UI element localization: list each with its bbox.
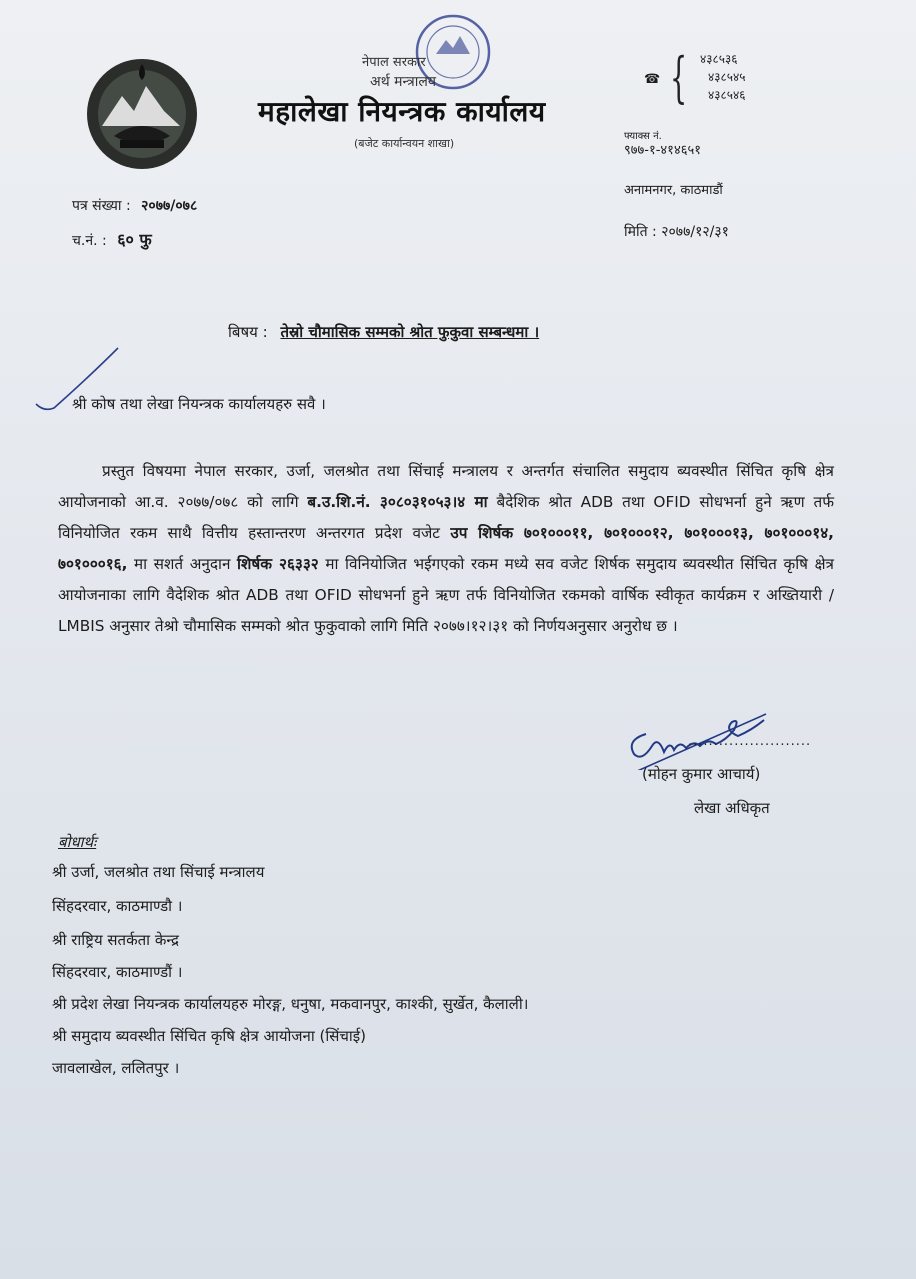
phone-3: ४३८५४६ xyxy=(708,88,746,102)
body-part-1: प्रस्तुत विषयमा नेपाल सरकार, उर्जा, जलश्रोत तथा सिंचाई मन्त्रालय र अन्तर्गत संचालित समुदाय ब्यवस्थीत सिंचित कृषि क्षेत्र आयोजनाको आ.व. २०७७/०७८ को लागि xyxy=(58,462,834,511)
fax-number: ९७७-१-४१४६५१ xyxy=(624,143,701,158)
office-address: अनामनगर, काठमाडौं xyxy=(624,183,723,198)
signatory-name: (मोहन कुमार आचार्य) xyxy=(642,765,761,783)
dispatch-number xyxy=(72,228,152,250)
cc-heading: बोधार्थः xyxy=(58,833,97,851)
recipient-line: श्री कोष तथा लेखा नियन्त्रक कार्यालयहरु सवै । xyxy=(72,395,326,413)
nepal-government-emblem-icon xyxy=(84,56,200,172)
body-bold-1: ब.उ.शि.नं. ३०८०३१०५३।४ मा xyxy=(307,493,488,511)
header-ministry: अर्थ मन्त्रालय xyxy=(370,74,436,90)
subject-line xyxy=(228,322,539,342)
cc-line: सिंहदरवार, काठमाण्डौं । xyxy=(52,963,183,981)
cc-line: श्री राष्ट्रिय सतर्कता केन्द्र xyxy=(52,931,179,949)
body-bold-2: उप शिर्षक ७०१०००११, ७०१०००१२, ७०१०००१३, ७०१०००१४, ७०१०००१६, xyxy=(58,524,834,573)
subject-text: तेस्रो चौमासिक सम्मको श्रोत फुकुवा सम्बन्धमा । xyxy=(280,323,540,341)
body-bold-3: शिर्षक २६३३२ xyxy=(237,555,319,573)
cc-line: श्री प्रदेश लेखा नियन्त्रक कार्यालयहरु मोरङ्ग, धनुषा, मकवानपुर, काश्की, सुर्खेत, कैलाली। xyxy=(52,995,529,1013)
phone-icon: ☎ xyxy=(644,72,661,87)
body-part-4: मा विनियोजित भईगएको रकम मध्ये सव वजेट शिर्षक समुदाय ब्यवस्थीत सिंचित कृषि क्षेत्र आयोजनाका लागि वैदेशिक श्रोत ADB तथा OFID सोधभर्ना हुने ऋण तर्फ विनियोजित रकमको वार्षिक स्वीकृत कार्यक्रम र अख्तियारी / LMBIS अनुसार तेश्रो चौमासिक सम्मको श्रोत फुकुवाको लागि मिति २०७७।१२।३१ को निर्णयअनुसार अनुरोध छ । xyxy=(58,555,834,635)
letter-number-value: २०७७/०७८ xyxy=(141,198,198,214)
date-label: मिति : xyxy=(624,224,657,240)
fax-label: फ्याक्स नं. xyxy=(624,131,662,142)
header-country: नेपाल सरकार xyxy=(362,55,426,70)
letter-number-label: पत्र संख्या : xyxy=(72,198,131,214)
dispatch-value: ६० फु xyxy=(117,230,152,249)
signature-dots: ........................ xyxy=(688,734,812,749)
cc-line: श्री उर्जा, जलश्रोत तथा सिंचाई मन्त्रालय xyxy=(52,863,265,881)
phone-numbers xyxy=(700,50,745,104)
office-title: महालेखा नियन्त्रक कार्यालय xyxy=(258,95,546,128)
subject-label: बिषय : xyxy=(228,323,268,341)
letter-number xyxy=(72,196,197,215)
body-part-2: बैदेशिक श्रोत ADB तथा OFID सोधभर्ना हुने ऋण तर्फ विनियोजित रकम साथै वित्तीय हस्तान्तरण अन्तरगत प्रदेश वजेट xyxy=(58,493,835,542)
signatory-title: लेखा अधिकृत xyxy=(694,799,770,817)
phone-1: ४३८५३६ xyxy=(700,52,738,66)
cc-line: सिंहदरवार, काठमाण्डौ । xyxy=(52,897,183,915)
office-subtitle: (बजेट कार्यान्वयन शाखा) xyxy=(354,137,455,150)
date-value: २०७७/१२/३१ xyxy=(661,224,729,240)
body-part-3: मा सशर्त अनुदान xyxy=(127,555,238,573)
dispatch-label: च.नं. : xyxy=(72,233,107,249)
cc-line: श्री समुदाय ब्यवस्थीत सिंचित कृषि क्षेत्र आयोजना (सिंचाई) xyxy=(52,1027,367,1045)
brace-decoration: { xyxy=(670,46,688,109)
letter-body xyxy=(58,456,834,642)
phone-2: ४३८५४५ xyxy=(708,70,746,84)
cc-line: जावलाखेल, ललितपुर । xyxy=(52,1059,180,1077)
letter-date xyxy=(624,222,729,241)
